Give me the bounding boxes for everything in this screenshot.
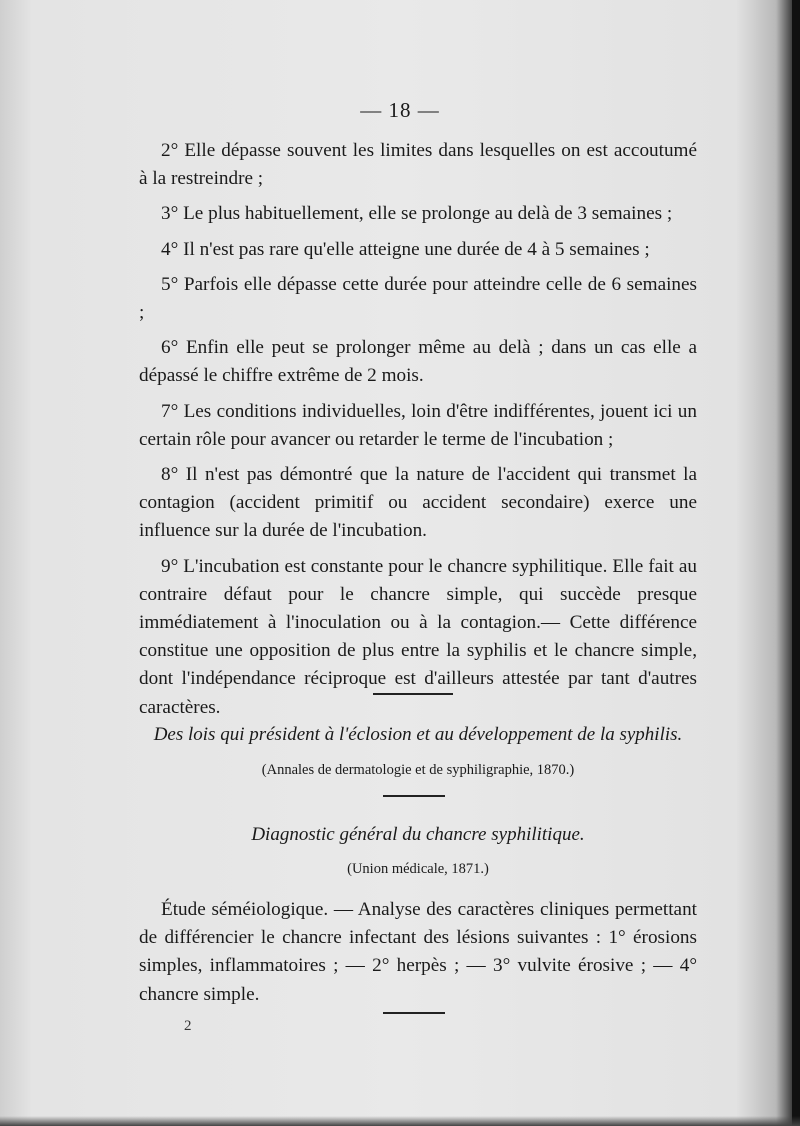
conclusion-item: 5° Parfois elle dépasse cette durée pour atteindre celle de 6 semaines ; (139, 273, 697, 324)
section-body: Étude séméiologique. — Analyse des caractères cliniques permettant de différencier le chancre infectant des lésions suivantes : 1° érosions simples, inflammatoires ; — 2° herpès ; — 3° vulvite érosive ; — 4° chancre simple. (139, 899, 697, 1005)
conclusion-item: 7° Les conditions individuelles, loin d'être indifférentes, jouent ici un certain rôle pour avancer ou retarder le terme de l'incubation ; (139, 400, 697, 450)
page-edge-shadow (0, 1116, 800, 1126)
page-edge-shadow (792, 0, 800, 1126)
conclusion-item: 2° Elle dépasse souvent les limites dans lesquelles on est accoutumé à la restreindre ; (139, 140, 697, 190)
conclusion-item: 9° L'incubation est constante pour le chancre syphilitique. Elle fait au contraire défaut pour le chancre simple, qui succède presque immédiatement à l'inoculation ou à la contagion.— Cette différence constitue une opposition de plus entre la syphilis et le chancre simple, dont l'indépendance réciproque est d'ailleurs attestée par tant d'autres caractères. (139, 555, 697, 718)
section-divider (373, 693, 453, 695)
section-title: Diagnostic général du chancre syphilitique. (251, 824, 585, 845)
numbered-conclusions (139, 137, 697, 722)
section-title: Des lois qui président à l'éclosion et au développement de la syphilis. (153, 724, 683, 745)
section-divider (383, 795, 445, 797)
signature-mark: 2 (184, 1018, 192, 1034)
page-number: — 18 — (360, 98, 440, 122)
section-divider (383, 1012, 445, 1014)
section-citation: (Annales de dermatologie et de syphiligraphie, 1870.) (261, 762, 575, 778)
section-citation: (Union médicale, 1871.) (347, 861, 489, 877)
conclusion-item: 6° Enfin elle peut se prolonger même au delà ; dans un cas elle a dépassé le chiffre extrême de 2 mois. (139, 337, 697, 387)
conclusion-item: 8° Il n'est pas démontré que la nature de l'accident qui transmet la contagion (accident primitif ou accident secondaire) exerce une influence sur la durée de l'incubation. (139, 464, 697, 542)
conclusion-item: 4° Il n'est pas rare qu'elle atteigne une durée de 4 à 5 semaines ; (161, 238, 650, 260)
conclusion-item: 3° Le plus habituellement, elle se prolonge au delà de 3 semaines ; (161, 203, 673, 225)
